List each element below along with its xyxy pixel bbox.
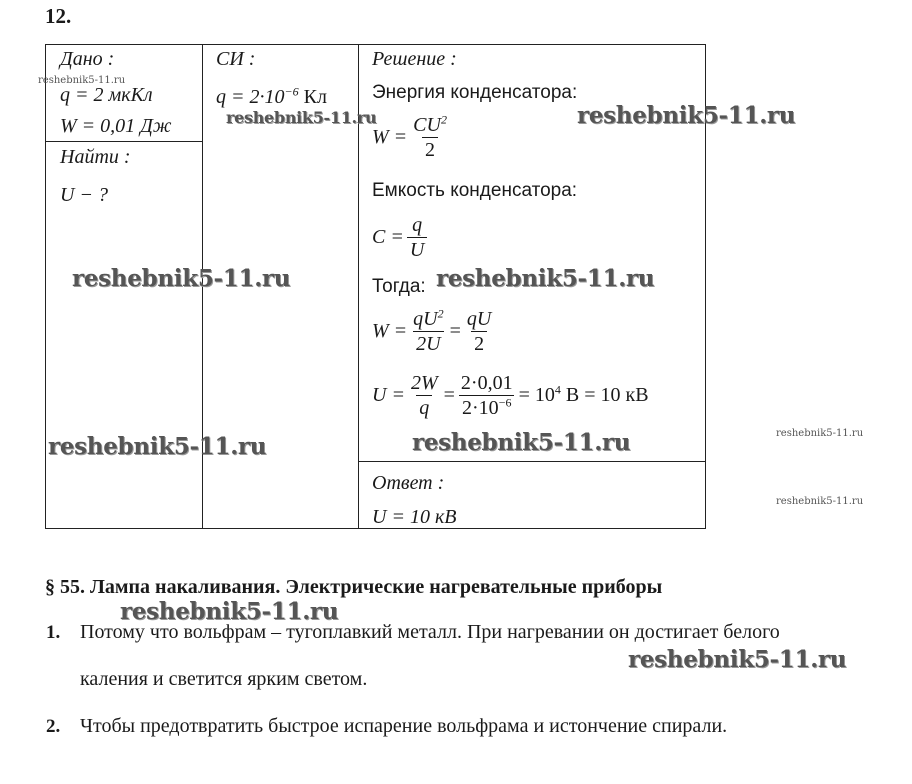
eq3-denominator-2: 2: [471, 331, 487, 355]
find-line: U − ?: [60, 184, 108, 206]
answer-line: U = 10 кВ: [372, 506, 457, 528]
answer-header-colon: :: [437, 472, 445, 494]
eq3-fraction-2: [464, 308, 494, 355]
si-q-unit: Кл: [303, 86, 327, 108]
eq1-num-exp: 2: [440, 112, 447, 127]
eq4-lhs: U =: [372, 384, 405, 406]
eq3-numerator-1: [410, 308, 446, 331]
find-header-colon: :: [123, 146, 131, 168]
problem-number: 12.: [45, 4, 72, 28]
find-header-text: Найти: [60, 146, 119, 168]
eq3-num1-text: qU: [413, 308, 438, 330]
eq4-result: [519, 384, 649, 407]
eq1-denominator: 2: [422, 137, 438, 161]
energy-substitution-equation: [372, 308, 497, 355]
eq3-fraction-1: [410, 308, 446, 355]
given-header-text: Дано: [60, 48, 103, 70]
eq3-denominator-1: 2U: [413, 331, 443, 355]
eq4-denominator-1: q: [416, 395, 432, 419]
eq4-rhs: = 10: [518, 384, 555, 406]
eq3-numerator-2: qU: [466, 308, 492, 330]
energy-equation: [372, 114, 453, 161]
eq1-num-text: CU: [413, 114, 441, 136]
watermark: reshebnik5-11.ru: [776, 496, 864, 507]
eq4-rhs-exp: 4: [554, 382, 561, 397]
watermark: reshebnik5-11.ru: [38, 75, 126, 86]
eq2-numerator: q: [412, 214, 423, 236]
eq4-rhs-tail: В = 10 кВ: [565, 384, 649, 406]
section-title: § 55. Лампа накаливания. Электрические нагревательные приборы: [45, 576, 663, 598]
eq2-lhs: C =: [372, 226, 404, 248]
eq3-num1-exp: 2: [437, 306, 444, 321]
eq4-denominator-2: [459, 395, 514, 419]
eq4-den2-text: 2·10: [462, 397, 499, 419]
item-number: 1.: [46, 622, 61, 643]
item-text: Чтобы предотвратить быстрое испарение вольфрама и истончение спирали.: [80, 715, 728, 737]
eq4-numerator-1: 2W: [410, 372, 438, 394]
capacity-equation: [372, 214, 430, 261]
eq3-lhs: W =: [372, 320, 408, 342]
answer-header: [372, 472, 444, 495]
energy-label: Энергия конденсатора:: [372, 82, 578, 103]
watermark: reshebnik5-11.ru: [577, 102, 796, 129]
then-label: Тогда:: [372, 276, 426, 297]
si-header: [216, 48, 255, 71]
si-q-exp: −6: [284, 84, 299, 99]
watermark: reshebnik5-11.ru: [120, 598, 339, 625]
item-number: 2.: [46, 716, 61, 737]
solution-header: [372, 48, 457, 71]
table-divider-answer: [358, 461, 705, 462]
eq1-numerator: [410, 114, 450, 137]
given-line-w: W = 0,01 Дж: [60, 115, 172, 137]
eq4-fraction-1: [408, 372, 441, 419]
watermark: reshebnik5-11.ru: [436, 265, 655, 292]
si-line-q: [216, 86, 327, 109]
eq1-lhs: W =: [372, 126, 408, 148]
watermark: reshebnik5-11.ru: [628, 646, 847, 673]
watermark: reshebnik5-11.ru: [72, 265, 291, 292]
item-text: каления и светится ярким светом.: [80, 668, 368, 690]
table-divider-find: [46, 141, 202, 142]
eq2-fraction: [407, 214, 427, 261]
eq3-equals: =: [449, 320, 461, 342]
solution-header-text: Решение: [372, 48, 446, 70]
solution-header-colon: :: [450, 48, 457, 70]
voltage-equation: [372, 372, 649, 419]
item-text: Потому что вольфрам – тугоплавкий металл. При нагревании он достигает белого: [80, 621, 780, 643]
watermark: reshebnik5-11.ru: [226, 108, 377, 127]
capacity-label: Емкость конденсатора:: [372, 180, 578, 201]
given-line-q: q = 2 мкКл: [60, 84, 153, 106]
si-q-lhs: q = 2·10: [216, 86, 285, 108]
eq4-den2-exp: −6: [498, 395, 512, 410]
eq1-fraction: [410, 114, 450, 161]
given-header: [60, 48, 114, 71]
eq4-numerator-2: 2·0,01: [460, 372, 513, 394]
si-header-colon: :: [248, 48, 256, 70]
watermark: reshebnik5-11.ru: [412, 429, 631, 456]
watermark: reshebnik5-11.ru: [776, 428, 864, 439]
given-header-colon: :: [107, 48, 115, 70]
watermark: reshebnik5-11.ru: [48, 433, 267, 460]
eq4-equals: =: [443, 384, 455, 406]
eq4-fraction-2: [458, 372, 516, 419]
find-header: [60, 146, 131, 169]
eq2-denominator: U: [407, 237, 427, 261]
si-header-text: СИ: [216, 48, 244, 70]
answer-header-text: Ответ: [372, 472, 433, 494]
